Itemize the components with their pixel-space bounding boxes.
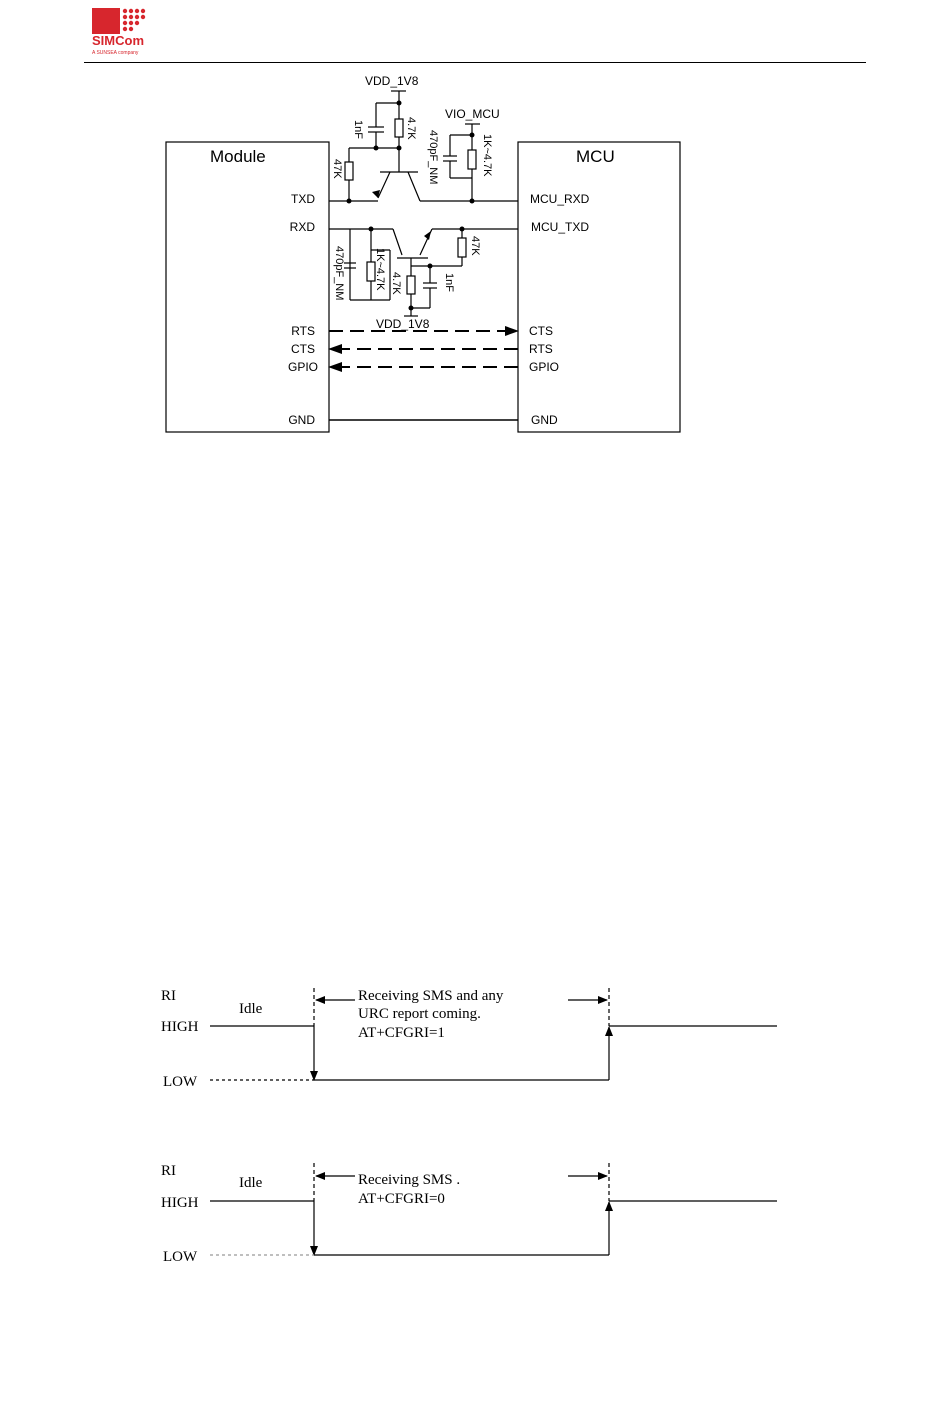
- logo-text: SIMCom: [92, 33, 144, 48]
- mcu-title: MCU: [576, 147, 615, 166]
- label-c-bottom: 1nF: [443, 273, 455, 292]
- vio-mcu-label: VIO_MCU: [445, 107, 500, 121]
- label-c-rxd: 470pF_NM: [333, 246, 345, 301]
- timing1-event-line-3: AT+CFGRI=1: [358, 1025, 445, 1041]
- timing1-idle-label: Idle: [239, 1001, 263, 1017]
- label-r-base-bottom: 47K: [469, 236, 481, 256]
- mcu-pin-txd: MCU_TXD: [531, 220, 590, 234]
- timing2-event-line-2: AT+CFGRI=0: [358, 1191, 445, 1207]
- module-pin-gnd: GND: [288, 413, 315, 427]
- label-r-pullup-top: 4.7K: [405, 117, 417, 140]
- timing1-signal-label: RI: [161, 988, 176, 1004]
- timing2-idle-label: Idle: [239, 1175, 263, 1191]
- label-r-mcu-top: 1K~4.7K: [481, 134, 493, 177]
- logo-tagline: A SUNSEA company: [92, 50, 139, 56]
- timing-diagram-cfgri-1: [161, 988, 777, 1090]
- timing2-low-label: LOW: [163, 1249, 198, 1265]
- timing1-high-label: HIGH: [161, 1019, 199, 1035]
- module-title: Module: [210, 147, 266, 166]
- label-c-mcu-top: 470pF_NM: [427, 130, 439, 185]
- label-r-bias-bottom: 4.7K: [390, 272, 402, 295]
- module-pin-cts: CTS: [291, 342, 315, 356]
- label-r-base-top: 47K: [331, 159, 343, 179]
- timing-diagram-cfgri-0: [161, 1163, 777, 1265]
- label-c-top: 1nF: [352, 120, 364, 139]
- mcu-pin-gpio: GPIO: [529, 360, 560, 374]
- module-pin-rxd: RXD: [289, 220, 315, 234]
- mcu-pin-rxd: MCU_RXD: [530, 192, 590, 206]
- timing2-signal-label: RI: [161, 1163, 176, 1179]
- timing1-event-line-2: URC report coming.: [358, 1006, 481, 1022]
- label-r-rxd: 1K~4.7K: [374, 248, 386, 291]
- mcu-pin-gnd: GND: [531, 413, 558, 427]
- mcu-pin-rts: RTS: [529, 342, 553, 356]
- module-pin-rts: RTS: [291, 324, 315, 338]
- module-pin-txd: TXD: [291, 192, 315, 206]
- timing2-event-line-1: Receiving SMS .: [358, 1172, 461, 1188]
- vdd-top-label: VDD_1V8: [365, 74, 419, 88]
- mcu-pin-cts: CTS: [529, 324, 553, 338]
- timing1-event-line-1: Receiving SMS and any: [358, 988, 504, 1004]
- timing1-low-label: LOW: [163, 1074, 198, 1090]
- timing2-high-label: HIGH: [161, 1195, 199, 1211]
- vdd-bottom-label: VDD_1V8: [376, 317, 430, 331]
- module-pin-gpio: GPIO: [287, 360, 318, 374]
